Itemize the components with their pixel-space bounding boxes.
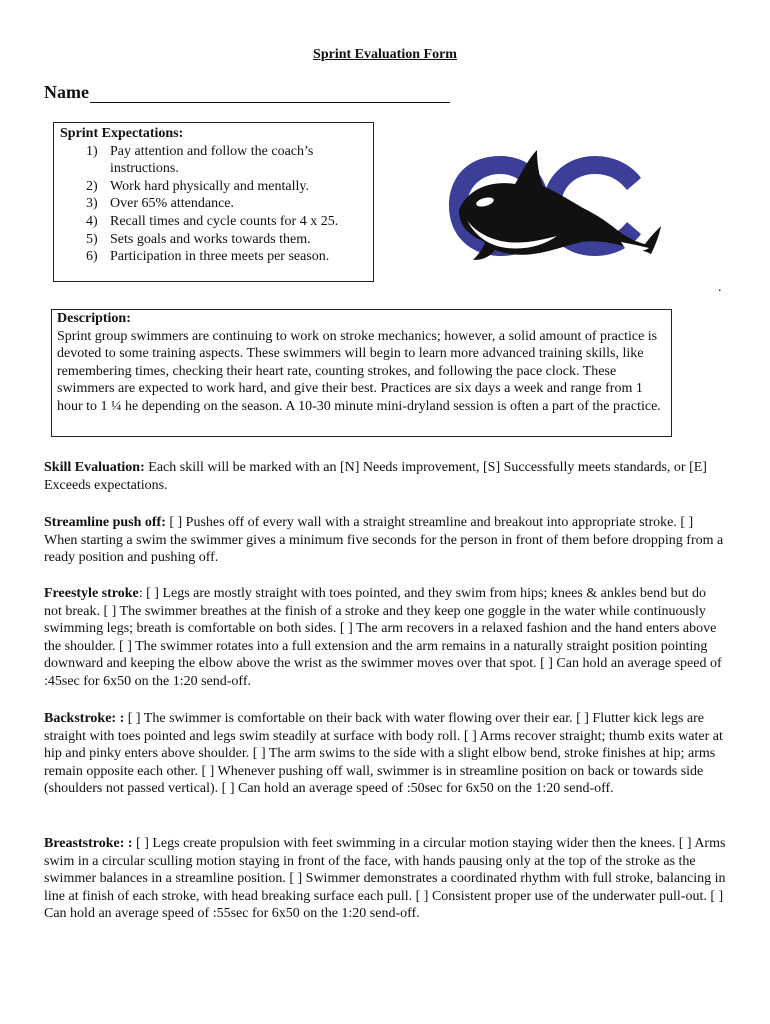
backstroke-label: Backstroke: : — [44, 711, 125, 726]
freestyle-text: : [ ] Legs are mostly straight with toes pointed, and they swim from hips; knees & ankles bend but do not break. [ ] The swimmer breathes at the finish of a stroke and they keep one goggle in the water while continuously swimming legs; breath is comfortable on both sides. [ ] The arm recovers in a relaxed fashion and the hand enters above the shoulder. [ ] The swimmer rotates into a full extension and the arm remains in a naturally straight position pointing downward and keeping the elbow above the wrist as the swimmer moves over that spot. [ ] Can hold an average speed of :45sec for 6x50 on the 1:20 send-off. — [44, 586, 722, 689]
freestyle-paragraph — [44, 585, 726, 691]
item-text: Over 65% attendance. — [110, 196, 234, 212]
freestyle-label: Freestyle stroke — [44, 586, 139, 601]
name-label: Name — [44, 82, 89, 102]
breaststroke-text: [ ] Legs create propulsion with feet swimming in a circular motion staying wider then the knees. [ ] Arms swim in a circular sculling motion staying in front of the face, with hands pausing only at the top of the stroke as the swimmer balances in a streamline position. [ ] Swimmer demonstrates a coordinated rhythm with full stroke, balancing in line at finish of each stroke, with head breaking surface each pull. [ ] Consistent proper use of the underwater pull-out. [ ] Can hold an average speed of :55sec for 6x50 on the 1:20 send-off. — [44, 836, 726, 922]
name-underline — [90, 84, 450, 103]
expectations-heading: Sprint Expectations: — [60, 126, 184, 141]
skill-evaluation-label: Skill Evaluation: — [44, 460, 145, 475]
orca-oc-logo-icon — [445, 150, 663, 262]
expectation-item — [60, 195, 367, 213]
item-text: Participation in three meets per season. — [110, 249, 330, 265]
expectation-item — [60, 231, 367, 249]
expectation-item — [60, 143, 367, 178]
sprint-expectations-box — [53, 122, 374, 282]
expectations-list — [60, 143, 367, 266]
item-number: 5) — [86, 231, 98, 247]
item-number: 3) — [86, 196, 98, 212]
stray-dot: . — [718, 280, 722, 295]
breaststroke-label: Breaststroke: : — [44, 836, 133, 851]
expectation-item — [60, 213, 367, 231]
backstroke-paragraph — [44, 710, 726, 798]
item-text: Recall times and cycle counts for 4 x 25. — [110, 213, 339, 229]
item-text: Work hard physically and mentally. — [110, 178, 309, 194]
backstroke-text: [ ] The swimmer is comfortable on their back with water flowing over their ear. [ ] Flutter kick legs are straight with toes pointed and legs swim steadily at surface with body roll. [ ] Arms recover straight; thumb exits water at hip and pinky enters above shoulder. [ ] The arm swims to the side with a slight elbow bend, stroke finishes at hip; arms remain opposite each other. [ ] Whenever pushing off wall, swimmer is in streamline position on back or towards side (shoulders not passed vertical). [ ] Can hold an average speed of :50sec for 6x50 on the 1:20 send-off. — [44, 711, 723, 797]
item-text: Sets goals and works towards them. — [110, 231, 311, 247]
skill-evaluation-paragraph — [44, 459, 726, 494]
item-number: 4) — [86, 213, 98, 229]
form-title: Sprint Evaluation Form — [313, 47, 457, 62]
streamline-paragraph — [44, 514, 726, 567]
item-number: 2) — [86, 178, 98, 194]
skill-evaluation-text: Each skill will be marked with an [N] Needs improvement, [S] Successfully meets standards, or [E] Exceeds expectations. — [44, 460, 707, 493]
description-box — [51, 309, 672, 437]
item-number: 6) — [86, 249, 98, 265]
streamline-text: [ ] Pushes off of every wall with a straight streamline and breakout into appropriate stroke. [ ] When starting a swim the swimmer gives a minimum five seconds for the person in front of them before dropping from a ready position and pushing off. — [44, 515, 724, 566]
item-text: Pay attention and follow the coach’s instructions. — [110, 143, 314, 177]
description-text: Sprint group swimmers are continuing to work on stroke mechanics; however, a solid amount of practice is devoted to some training aspects. These swimmers will begin to learn more advanced training skills, like remembering times, checking their heart rate, counting strokes, and following the pace clock. These swimmers are expected to work hard, and give their best. Practices are six days a week and range from 1 hour to 1 ¼ he depending on the season. A 10-30 minute mini-dryland session is often a part of the practice. — [57, 328, 661, 414]
streamline-label: Streamline push off: — [44, 515, 166, 530]
breaststroke-paragraph — [44, 835, 726, 923]
expectation-item — [60, 178, 367, 196]
name-field[interactable] — [44, 82, 450, 103]
description-heading: Description: — [57, 311, 131, 326]
item-number: 1) — [86, 143, 98, 159]
expectation-item — [60, 248, 367, 266]
